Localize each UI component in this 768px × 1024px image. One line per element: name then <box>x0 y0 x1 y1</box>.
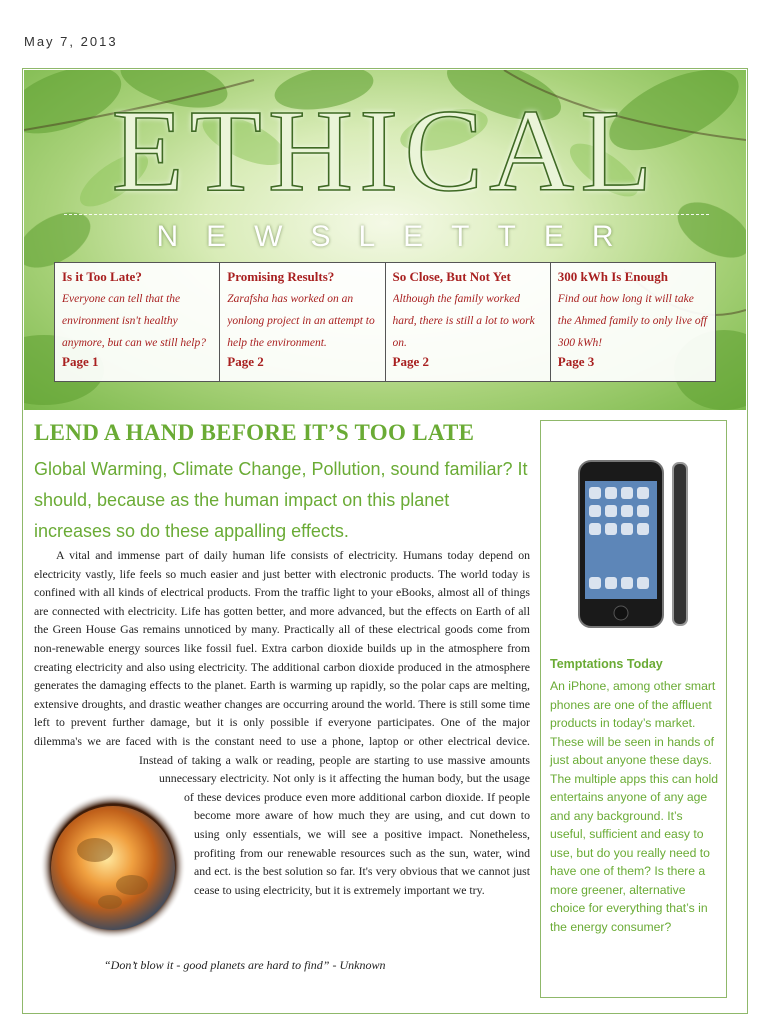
toc-description: Zarafsha has worked on an yonlong project in an attempt to help the environment. <box>227 293 375 349</box>
toc-item[interactable] <box>55 263 219 381</box>
article-body-text: A vital and immense part of daily human life consists of electricity. Humans today depend on electricity vastly, life feels so much easier and just better with electronic products. The world today is confined with all kinds of electrical products. From the traffic light to your eBooks, almost all of things are connected with electricity. Life has gotten better, and more advanced, but the effects on Earth of all the Green House Gas remains unnoticed by many. Practically all of these electrical goods come from non-renewable energy sources like fossil fuel. Extra carbon dioxide builds up in the atmosphere from creating electricity and also using electricity. The additional carbon dioxide produced in the atmosphere generates the damaging effects to the planet. Earth is warming up rapidly, so the polar caps are melting, extensive droughts, and drastic weather changes are occurring around the world. There is still some time left to prevent further damage, but it is only possible if everyone participates. One of the major dilemma's we are faced with is the constant need to use a phone, laptop or other electrical device. Instead of taking a walk or reading, people are starting to use massive amounts unnecessary electricity. Not only is it affecting the human body, but the usage of these devices produce even more additional carbon dioxide. If people become more aware of how much they are using, and cut down to using only essentials, we will see a positive impact. Nonetheless, profiting from our renewable resources such as the sun, water, wind and ect. is the best solution so far. It's very obvious that we cannot just cease to using electricity, but it is extremely important we try. <box>34 548 530 897</box>
title-divider <box>64 214 709 215</box>
sidebar-text: An iPhone, among other smart phones are one of the affluent products in today’s market. These will be seen in hands of just about anyone these days. The multiple apps this can hold entertains anyone of any age and any background. It’s useful, sufficient and easy to use, but do you really need to have one of them? Is there a more greener, alternative choice for everything that’s in the energy consumer? <box>550 679 719 934</box>
article-headline: LEND A HAND BEFORE IT’S TOO LATE <box>34 420 475 445</box>
toc-page: Page 1 <box>62 354 99 369</box>
table-of-contents <box>54 262 716 382</box>
smartphone-image <box>577 459 695 629</box>
toc-page: Page 2 <box>227 354 264 369</box>
toc-title: Is it Too Late? <box>62 269 142 284</box>
issue-date: May 7, 2013 <box>24 34 118 49</box>
toc-title: 300 kWh Is Enough <box>557 269 668 284</box>
newsletter-title: ETHICAL <box>111 85 659 216</box>
toc-description: Everyone can tell that the environment isn't healthy anymore, but can we still help? <box>62 293 206 349</box>
sidebar-heading: Temptations Today <box>550 657 663 671</box>
toc-page: Page 2 <box>392 354 429 369</box>
toc-title: Promising Results? <box>227 269 335 284</box>
article-lead: Global Warming, Climate Change, Pollution, sound familiar? It should, because as the human impact on this planet increases so do these appalling effects. <box>34 459 528 541</box>
sidebar-box <box>540 420 727 998</box>
toc-item[interactable] <box>550 263 715 381</box>
toc-item[interactable] <box>385 263 550 381</box>
burning-earth-image <box>40 790 186 942</box>
text-spacer <box>34 769 139 788</box>
toc-title: So Close, But Not Yet <box>392 269 511 284</box>
toc-description: Find out how long it will take the Ahmed family to only live off 300 kWh! <box>557 293 708 349</box>
toc-description: Although the family worked hard, there is still a lot to work on. <box>392 293 535 349</box>
toc-item[interactable] <box>219 263 384 381</box>
masthead-banner <box>24 70 746 410</box>
article-quote: “Don’t blow it - good planets are hard to find” - Unknown <box>104 958 386 972</box>
newsletter-subtitle: NEWSLETTER <box>156 220 642 253</box>
toc-page: Page 3 <box>557 354 595 369</box>
